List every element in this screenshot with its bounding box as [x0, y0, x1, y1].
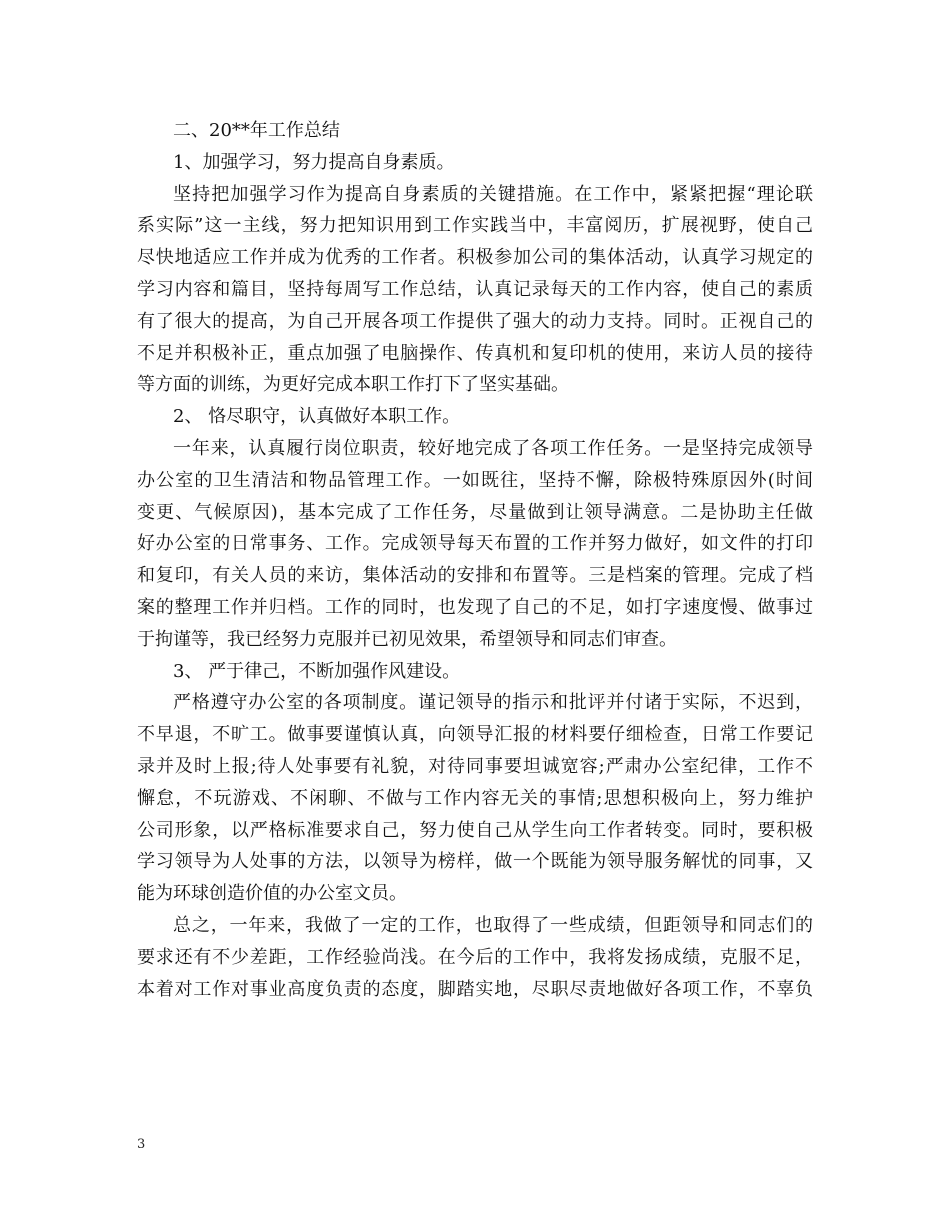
text-line: 和复印，有关人员的来访，集体活动的安排和布置等。三是档案的管理。完成了档	[137, 565, 813, 587]
text-line: 坚持把加强学习作为提高自身素质的关键措施。在工作中，紧紧把握“理论联	[173, 183, 813, 205]
text-line: 学习内容和篇目，坚持每周写工作总结，认真记录每天的工作内容，使自己的素质	[137, 278, 813, 300]
text-line: 尽快地适应工作并成为优秀的工作者。积极参加公司的集体活动，认真学习规定的	[137, 247, 813, 269]
text-line: 懈怠，不玩游戏、不闲聊、不做与工作内容无关的事情;思想积极向上，努力维护	[137, 787, 813, 809]
text-line: 公司形象，以严格标准要求自己，努力使自己从学生向工作者转变。同时，要积极	[137, 819, 813, 841]
text-line: 于拘谨等，我已经努力克服并已初见效果，希望领导和同志们审查。	[137, 628, 677, 650]
text-line: 总之，一年来，我做了一定的工作，也取得了一些成绩，但距领导和同志们的	[173, 914, 813, 936]
text-line: 3、 严于律己，不断加强作风建设。	[173, 660, 461, 682]
document-body	[137, 115, 813, 1005]
page-number: 3	[137, 1137, 146, 1152]
text-line: 案的整理工作并归档。工作的同时，也发现了自己的不足，如打字速度慢、做事过	[137, 596, 813, 618]
text-line: 学习领导为人处事的方法，以领导为榜样，做一个既能为领导服务解忧的同事，又	[137, 851, 813, 873]
text-line: 办公室的卫生清洁和物品管理工作。一如既往，坚持不懈，除极特殊原因外(时间	[137, 469, 813, 491]
text-line: 要求还有不少差距，工作经验尚浅。在今后的工作中，我将发扬成绩，克服不足，	[137, 946, 813, 968]
text-line: 不足并积极补正，重点加强了电脑操作、传真机和复印机的使用，来访人员的接待	[137, 342, 813, 364]
text-line: 1、加强学习，努力提高自身素质。	[173, 151, 455, 173]
text-line: 严格遵守办公室的各项制度。谨记领导的指示和批评并付诸于实际，不迟到，	[173, 692, 813, 714]
text-line: 系实际”这一主线，努力把知识用到工作实践当中，丰富阅历，扩展视野，使自己	[137, 215, 813, 237]
text-line: 二、20**年工作总结	[173, 120, 340, 141]
text-line: 录并及时上报;待人处事要有礼貌，对待同事要坦诚宽容;严肃办公室纪律，工作不	[137, 755, 813, 777]
text-line: 不早退，不旷工。做事要谨慎认真，向领导汇报的材料要仔细检查，日常工作要记	[137, 724, 813, 746]
text-line: 变更、气候原因)，基本完成了工作任务，尽量做到让领导满意。二是协助主任做	[137, 501, 813, 523]
text-line: 能为环球创造价值的办公室文员。	[137, 883, 407, 905]
text-line: 一年来，认真履行岗位职责，较好地完成了各项工作任务。一是坚持完成领导	[173, 437, 813, 459]
text-line: 有了很大的提高，为自己开展各项工作提供了强大的动力支持。同时。正视自己的	[137, 310, 813, 332]
text-line: 本着对工作对事业高度负责的态度，脚踏实地，尽职尽责地做好各项工作，不辜负	[137, 978, 813, 1000]
text-line: 好办公室的日常事务、工作。完成领导每天布置的工作并努力做好，如文件的打印	[137, 533, 813, 555]
text-line: 2、 恪尽职守，认真做好本职工作。	[173, 406, 461, 428]
text-line: 等方面的训练，为更好完成本职工作打下了坚实基础。	[137, 374, 569, 396]
